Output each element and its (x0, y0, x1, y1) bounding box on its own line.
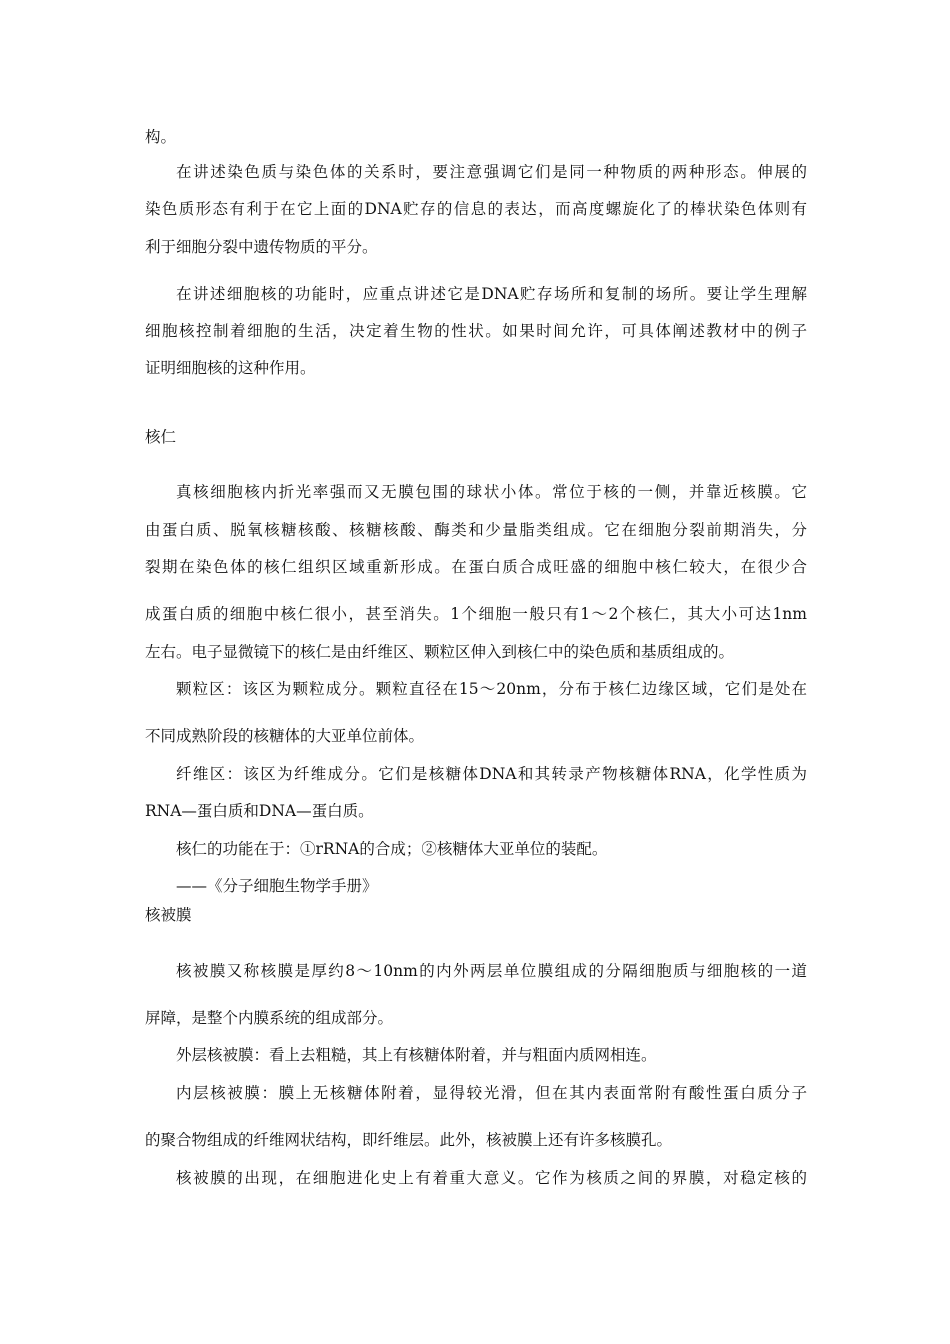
text-line: 成蛋白质的细胞中核仁很小，甚至消失。1个细胞一般只有1～2个核仁，其大小可达1nm (145, 605, 807, 623)
text-line: 利于细胞分裂中遗传物质的平分。 (145, 238, 378, 256)
section-heading-nuclear-envelope: 核被膜 (145, 906, 192, 924)
section-heading-nucleolus: 核仁 (145, 428, 177, 446)
source-citation: ——《分子细胞生物学手册》 (176, 877, 378, 895)
text-line: 不同成熟阶段的核糖体的大亚单位前体。 (145, 727, 425, 745)
paragraph-line: 在讲述染色质与染色体的关系时，要注意强调它们是同一种物质的两种形态。伸展的 (176, 163, 807, 181)
paragraph-line: 在讲述细胞核的功能时，应重点讲述它是DNA贮存场所和复制的场所。要让学生理解 (176, 285, 807, 303)
text-line: RNA—蛋白质和DNA—蛋白质。 (145, 802, 374, 820)
text-line: 证明细胞核的这种作用。 (145, 359, 316, 377)
paragraph-line: 核仁的功能在于：①rRNA的合成；②核糖体大亚单位的装配。 (176, 840, 608, 858)
text-line: 构。 (145, 128, 177, 146)
text-line: 细胞核控制着细胞的生活，决定着生物的性状。如果时间允许，可具体阐述教材中的例子 (145, 322, 807, 340)
text-line: 左右。电子显微镜下的核仁是由纤维区、颗粒区伸入到核仁中的染色质和基质组成的。 (145, 643, 735, 661)
paragraph-line: 核被膜的出现，在细胞进化史上有着重大意义。它作为核质之间的界膜，对稳定核的 (176, 1169, 807, 1187)
paragraph-line: 真核细胞核内折光率强而又无膜包围的球状小体。常位于核的一侧，并靠近核膜。它 (176, 483, 807, 501)
text-line: 屏障，是整个内膜系统的组成部分。 (145, 1009, 394, 1027)
text-line: 染色质形态有利于在它上面的DNA贮存的信息的表达，而高度螺旋化了的棒状染色体则有 (145, 200, 807, 218)
paragraph-line: 外层核被膜：看上去粗糙，其上有核糖体附着，并与粗面内质网相连。 (176, 1046, 657, 1064)
text-line: 裂期在染色体的核仁组织区域重新形成。在蛋白质合成旺盛的细胞中核仁较大，在很少合 (145, 558, 807, 576)
text-line: 的聚合物组成的纤维网状结构，即纤维层。此外，核被膜上还有许多核膜孔。 (145, 1131, 673, 1149)
paragraph-line: 内层核被膜：膜上无核糖体附着，显得较光滑，但在其内表面常附有酸性蛋白质分子 (176, 1084, 807, 1102)
paragraph-line: 核被膜又称核膜是厚约8～10nm的内外两层单位膜组成的分隔细胞质与细胞核的一道 (176, 962, 807, 980)
paragraph-line: 颗粒区：该区为颗粒成分。颗粒直径在15～20nm，分布于核仁边缘区域，它们是处在 (176, 680, 807, 698)
text-line: 由蛋白质、脱氧核糖核酸、核糖核酸、酶类和少量脂类组成。它在细胞分裂前期消失，分 (145, 521, 807, 539)
paragraph-line: 纤维区：该区为纤维成分。它们是核糖体DNA和其转录产物核糖体RNA，化学性质为 (176, 765, 807, 783)
